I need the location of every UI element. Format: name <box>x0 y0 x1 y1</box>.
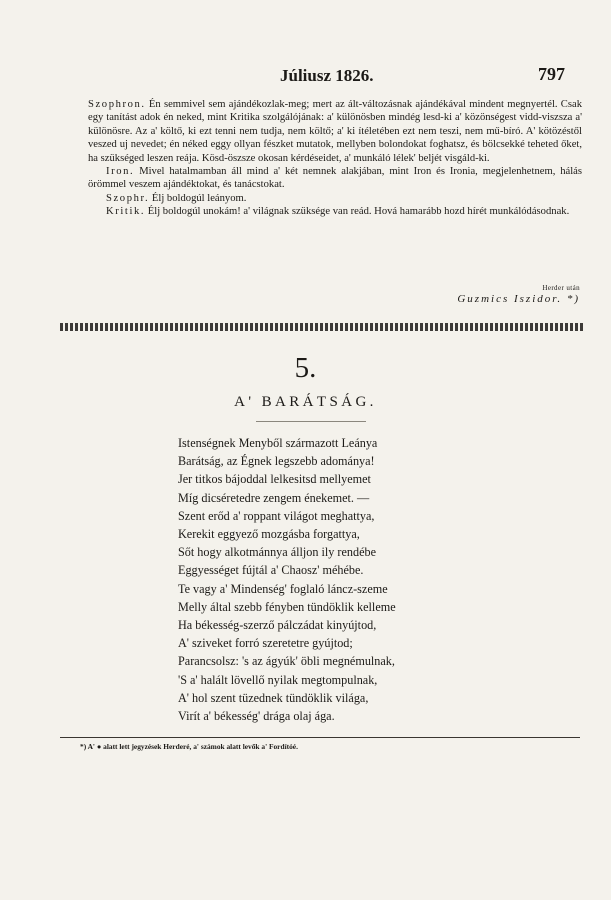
poem-line: Sőt hogy alkotmánnya álljon ily rendébe <box>178 545 377 560</box>
poem <box>178 434 478 725</box>
dialogue-text: Mivel hatalmamban áll mind a' két nemnek alakjában, mint Iron és Ironia, megjelenhetnem, hálás örömmel veszem ajándéktokat, és tanácstokat. <box>88 166 582 191</box>
attribution-source: Herder után <box>542 284 580 292</box>
poem-line: Ha békesség-szerző pálczádat kinyújtod, <box>178 618 377 633</box>
poem-line: Barátság, az Égnek legszebb adománya! <box>178 454 375 469</box>
speaker-name: Iron. <box>106 166 135 178</box>
poem-line: Míg dicséretedre zengem énekemet. — <box>178 490 370 505</box>
attribution <box>380 283 580 305</box>
poem-line: Kerekit eggyező mozgásba forgattya, <box>178 527 360 542</box>
poem-line: Szent erőd a' roppant világot meghattya, <box>178 508 375 523</box>
poem-line: Istenségnek Menyből származott Leánya <box>178 436 378 450</box>
poem-line: Te vagy a' Mindenség' foglaló láncz-szeme <box>178 581 388 596</box>
footnote: *) A' ● alatt lett jegyzések Herderé, a' számok alatt levők a' Fordítóé. <box>80 742 298 751</box>
ornamental-divider <box>60 323 584 331</box>
dialogue-paragraph <box>88 205 582 218</box>
poem-line: Parancsolsz: 's az ágyúk' öbli megnémulnak, <box>178 654 395 669</box>
poem-line: Jer titkos bájoddal lelkesitsd mellyemet <box>178 472 371 487</box>
speaker-name: Szophron. <box>88 99 146 110</box>
poem-line: A' hol szent tüzednek tündöklik világa, <box>178 690 369 705</box>
dialogue-paragraph <box>88 98 582 165</box>
speaker-name: Szophr. <box>106 192 150 204</box>
poem-line: Melly által szebb fényben tündöklik kelleme <box>178 599 396 614</box>
dialogue-block <box>88 98 582 219</box>
section-title: A' BARÁTSÁG. <box>234 394 377 410</box>
running-header <box>0 66 611 86</box>
dialogue-text: Élj boldogúl leányom. <box>149 192 247 204</box>
dialogue-text: Élj boldogúl unokám! a' világnak szüksége van reád. Hová hamarább hozd hírét munkálódásodnak. <box>145 206 570 218</box>
poem-line: A' sziveket forró szeretetre gyújtod; <box>178 636 353 651</box>
dialogue-paragraph <box>88 192 582 205</box>
poem-line: 'S a' halált lövellő nyilak megtompulnak, <box>178 672 378 687</box>
running-title: Júliusz 1826. <box>280 66 374 85</box>
dialogue-paragraph <box>88 165 582 192</box>
poem-line: Eggyességet fújtál a' Chaosz' méhébe. <box>178 563 364 578</box>
footnote-divider <box>60 737 580 738</box>
page-number: 797 <box>538 64 565 84</box>
title-underline <box>256 421 366 422</box>
section-number: 5. <box>294 352 317 384</box>
poem-line: Virít a' békesség' drága olaj ága. <box>178 709 335 724</box>
dialogue-text: Én semmivel sem ajándékozlak-meg; mert az ált-változásnak ajándékával mindent megnyertél. Csak egy tanítást adok én neked, mint Kritika szolgálójának: a' különösben mindég lesd-ki a' közönségest vidd-viszsza a' különösre. Az a' költő, ki ezt tenni nem tudja, nem költő; a' ki ítéletében ezt nem teszi, nem mű-bíró. A' kötözéstől veszed uj nevedet; én néked eggy ollyan fészket mutatok, mellyben bolondokat foghatsz, és bölcsekké teheted őket, ha szükséged leszen reája. Kösd-öszsze okosan kérdéseidet, a' munkáló lélek' beljét visgáld-ki. <box>88 99 582 164</box>
attribution-author: Guzmics Iszidor. *) <box>457 293 580 305</box>
speaker-name: Kritik. <box>106 206 146 218</box>
